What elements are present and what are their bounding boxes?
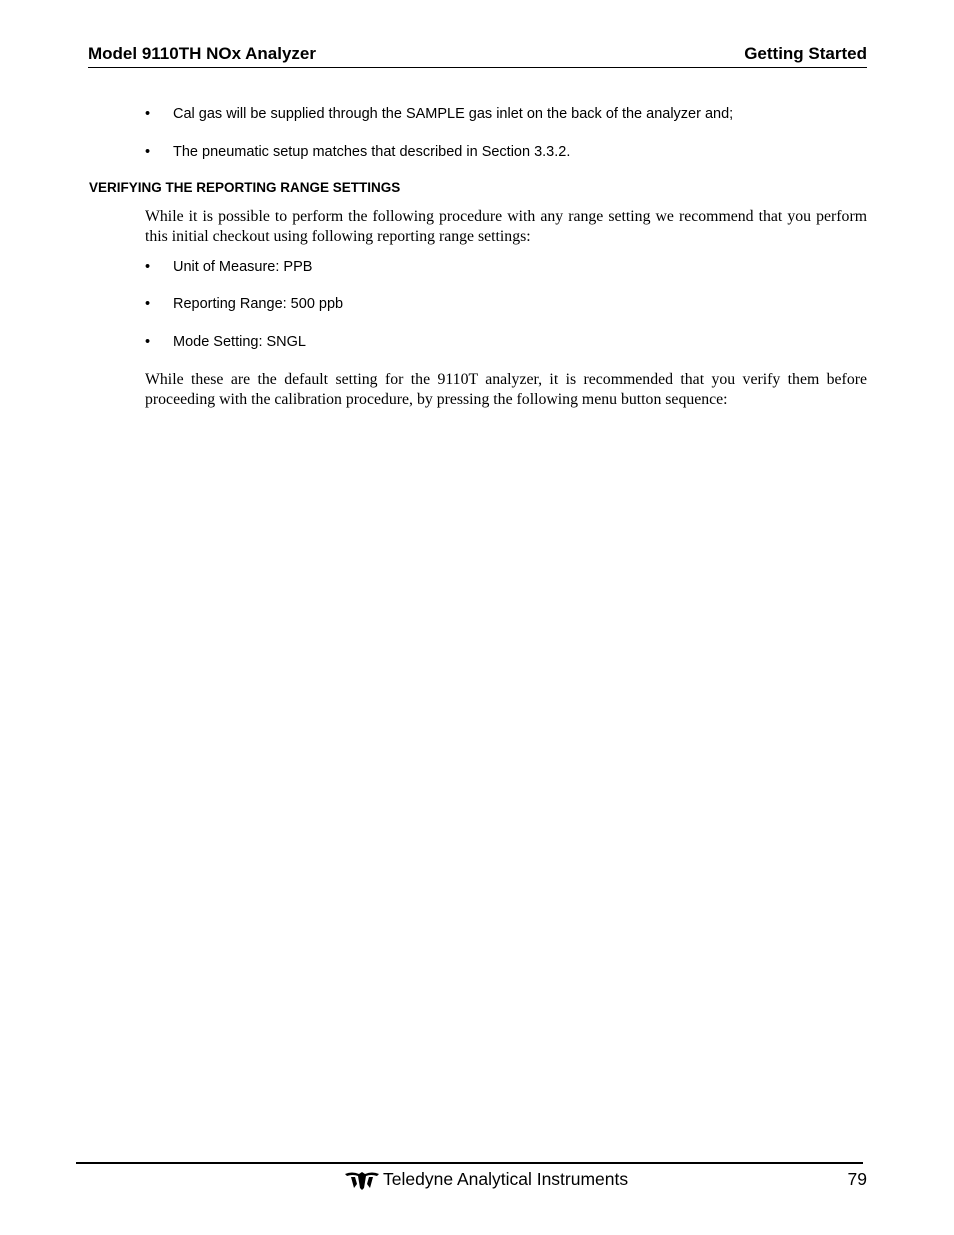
page-number: 79	[847, 1169, 867, 1189]
bullet-glyph: •	[145, 259, 151, 275]
list-item-text: Reporting Range: 500 ppb	[173, 296, 344, 312]
bullet-glyph: •	[145, 106, 151, 122]
header-chapter-title: Getting Started	[744, 44, 867, 63]
footer-rule	[76, 1162, 863, 1164]
section-heading: VERIFYING THE REPORTING RANGE SETTINGS	[89, 180, 401, 195]
header-model-title: Model 9110TH NOx Analyzer	[88, 44, 317, 63]
list-item-text: Cal gas will be supplied through the SAMPLE gas inlet on the back of the analyzer and;	[173, 106, 734, 122]
footer-company-name: Teledyne Analytical Instruments	[383, 1169, 629, 1189]
teledyne-logo-icon	[345, 1170, 379, 1190]
closing-paragraph: While these are the default setting for the 9110T analyzer, it is recommended that you verify them before proceeding with the calibration procedure, by pressing the following menu button sequence:	[145, 371, 867, 408]
list-item-text: Mode Setting: SNGL	[173, 334, 306, 350]
bullet-glyph: •	[145, 334, 151, 350]
bullet-glyph: •	[145, 296, 151, 312]
bullet-glyph: •	[145, 144, 151, 160]
intro-paragraph: While it is possible to perform the following procedure with any range setting we recommend that you perform this initial checkout using following reporting range settings:	[145, 208, 867, 245]
list-item-text: The pneumatic setup matches that described in Section 3.3.2.	[173, 144, 571, 160]
list-item-text: Unit of Measure: PPB	[173, 259, 313, 275]
running-header	[88, 44, 867, 68]
